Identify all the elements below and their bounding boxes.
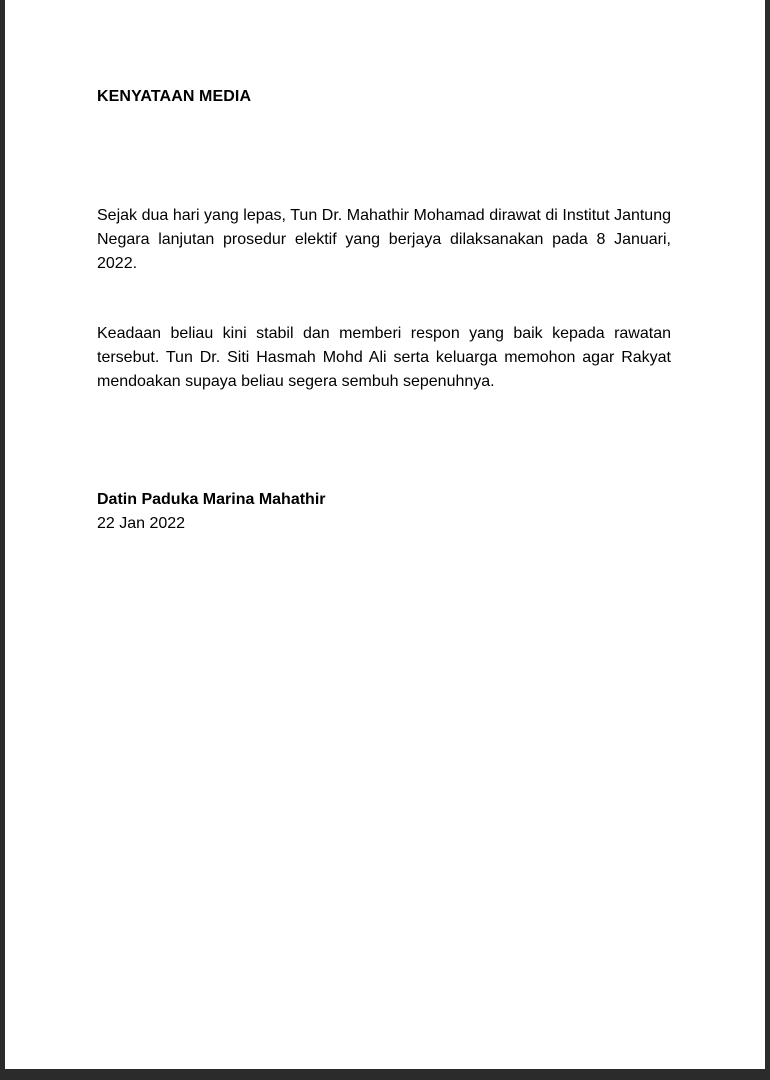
signature-date: 22 Jan 2022 [97, 515, 186, 532]
document-heading: KENYATAAN MEDIA [97, 88, 252, 105]
signature-block [97, 488, 326, 536]
document-page [5, 0, 765, 1069]
paragraph-2: Keadaan beliau kini stabil dan memberi respon yang baik kepada rawatan tersebut. Tun Dr. Siti Hasmah Mohd Ali serta keluarga memohon agar Rakyat mendoakan supaya beliau segera sembuh sepenuhnya. [97, 325, 671, 390]
signatory-name: Datin Paduka Marina Mahathir [97, 491, 326, 508]
paragraph-1: Sejak dua hari yang lepas, Tun Dr. Mahathir Mohamad dirawat di Institut Jantung Negara lanjutan prosedur elektif yang berjaya dilaksanakan pada 8 Januari, 2022. [97, 207, 671, 272]
